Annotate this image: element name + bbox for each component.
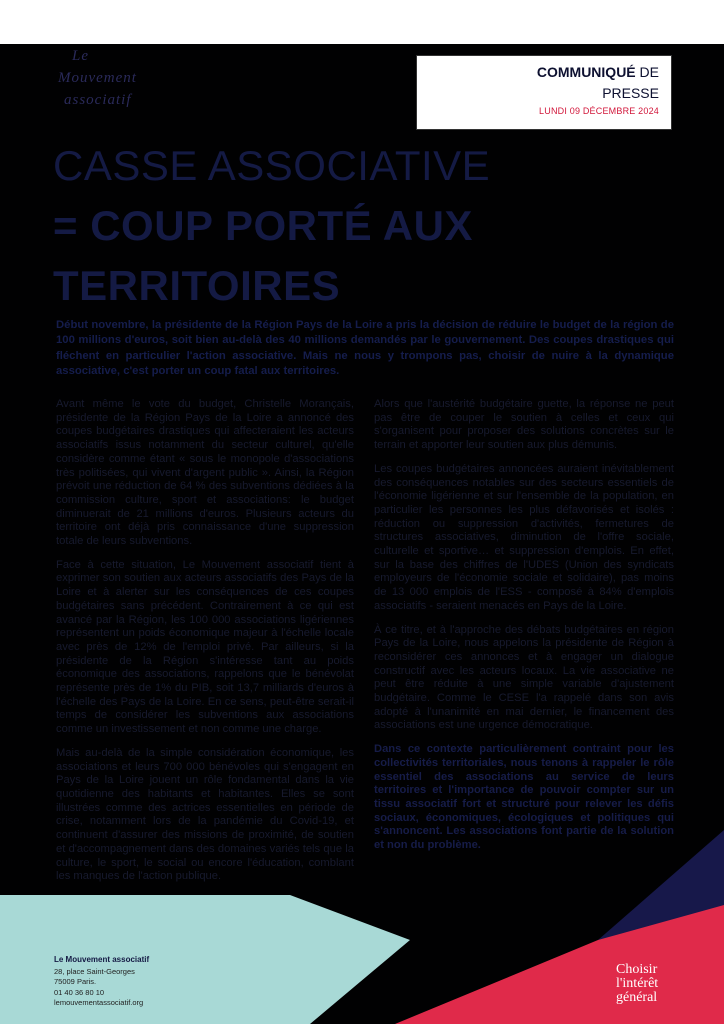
footer-address-1: 28, place Saint-Georges [54,966,135,976]
slogan-line-1: Choisir [616,962,658,977]
title-line-3: TERRITOIRES [53,262,341,309]
footer-phone: 01 40 36 80 10 [54,987,105,997]
right-paragraph-4: Dans ce contexte particulièrement contraint pour les collectivités territoriales, nous tenons à rappeler le rôle essentiel des associations au service de leurs territoires et l'importance de pouvoir compter sur un tissu associatif fort et structuré pour relever les défis sociaux, économiques, écologiques et politiques qui s'annoncent. Les associations font partie de la solution et non du problème. [374,743,674,852]
logo-line-3: associatif [64,92,132,108]
logo-line-2: Mouvement [58,70,137,86]
red-shape [395,905,724,1024]
press-label-line2: PRESSE [602,85,659,101]
press-date: LUNDI 09 DÉCEMBRE 2024 [539,106,659,116]
logo-line-1: Le [72,48,89,64]
footer-address-2: 75009 Paris. [54,977,97,986]
slogan [616,963,658,1005]
right-paragraph-3: À ce titre, et à l'approche des débats budgétaires en région Pays de la Loire, nous appelons la présidente de Région à reconsidérer ces annonces et à engager un dialogue constructif avec les acteurs locaux. La vie associative ne peut être réduite à une simple variable d'ajustement budgétaire. Comme le CESE l'a rappelé dans son avis adopté à l'unanimité en mai dernier, le financement des associations est une urgence démocratique. [374,623,674,732]
left-paragraph-1: Avant même le vote du budget, Christelle Morançais, présidente de la Région Pays de la Loire a annoncé des coupes budgétaires drastiques qui affecteraient les acteurs associatifs issus notamment du secteur culturel, qu'elle considère comme étant « sous le monopole d'associations très politisées, qui vivent d'argent public ». Ainsi, la Région prévoit une réduction de 64 % des subventions dédiées à la commission culture, sport et associations: le budget diminuerait de 21 millions d'euros. Plusieurs acteurs du territoire ont déjà pris connaissance d'une suppression totale de leurs subventions. [56,398,354,548]
lead-paragraph: Début novembre, la présidente de la Région Pays de la Loire a pris la décision de réduire le budget de la région de 100 millions d'euros, soit bien au-delà des 40 millions demandés par le gouvernement. Des coupes drastiques qui fléchent en particulier l'action associative. Mais ne nous y trompons pas, choisir de nuire à la dynamique associative, c'est porter un coup fatal aux territoires. [56,319,674,378]
footer-website[interactable]: lemouvementassociatif.org [54,998,144,1007]
title-line-2: = COUP PORTÉ AUX [53,202,473,249]
slogan-line-3: général [616,990,658,1005]
right-paragraph-1: Alors que l'austérité budgétaire guette, la réponse ne peut pas être de couper le soutien à celles et ceux qui s'organisent pour proposer des solutions concrètes sur le terrain et apporter leur soutien aux plus démunis. [374,398,674,452]
title-line-1: CASSE ASSOCIATIVE [53,142,491,189]
footer-contact [54,955,149,1009]
press-label-bold: COMMUNIQUÉ [536,64,636,80]
press-label-rest: DE [635,64,659,80]
left-paragraph-3: Mais au-delà de la simple considération économique, les associations et leurs 700 000 bénévoles qui s'engagent en Pays de la Loire jouent un rôle fondamental dans la vie quotidienne des habitants et habitantes. Elles se sont illustrées comme des actrices essentielles en période de crise, notamment lors de la pandémie du Covid-19, et continuent d'assurer des missions de proximité, de soutien et d'accompagnement dans des domaines variés tels que la culture, le sport, le social ou encore l'éducation, comblant les manques de l'action publique. [56,746,354,883]
footer-org: Le Mouvement associatif [54,955,150,964]
slogan-line-2: l'intérêt [616,976,659,991]
right-paragraph-2: Les coupes budgétaires annoncées auraient inévitablement des conséquences notables sur des secteurs essentiels de l'économie ligérienne et sur l'ensemble de la population, en particulier les personnes les plus défavorisés et isolés : réduction ou suppression d'activités, fermetures de structures associatives, diminution de l'offre sociale, culturelle et sportive… et suppression d'emplois. En effet, sur la base des chiffres de l'UDES (Union des syndicats employeurs de l'économie sociale et solidaire), pas moins de 13 000 emplois de l'ESS - composé à 84% d'emplois associatifs - seraient menacés en Pays de la Loire. [374,462,674,612]
left-paragraph-2: Face à cette situation, Le Mouvement associatif tient à exprimer son soutien aux acteurs associatifs des Pays de la Loire et à alerter sur les conséquences de ces coupes budgétaires sans précédent. Contrairement à ce qui est avancé par la Région, les 100 000 associations ligériennes représentent un poids économique majeur à l'échelle locale avec près de 12% de l'emploi privé. Par ailleurs, si la présidente de la Région s'intéresse tant au poids économique des associations, rappelons que le bénévolat représente près de 1% du PIB, soit 13,7 milliards d'euros à l'échelle des Pays de la Loire. En ce sens, peut-être serait-il temps de considérer les subventions aux associations comme un investissement et non comme une charge. [56,558,354,736]
